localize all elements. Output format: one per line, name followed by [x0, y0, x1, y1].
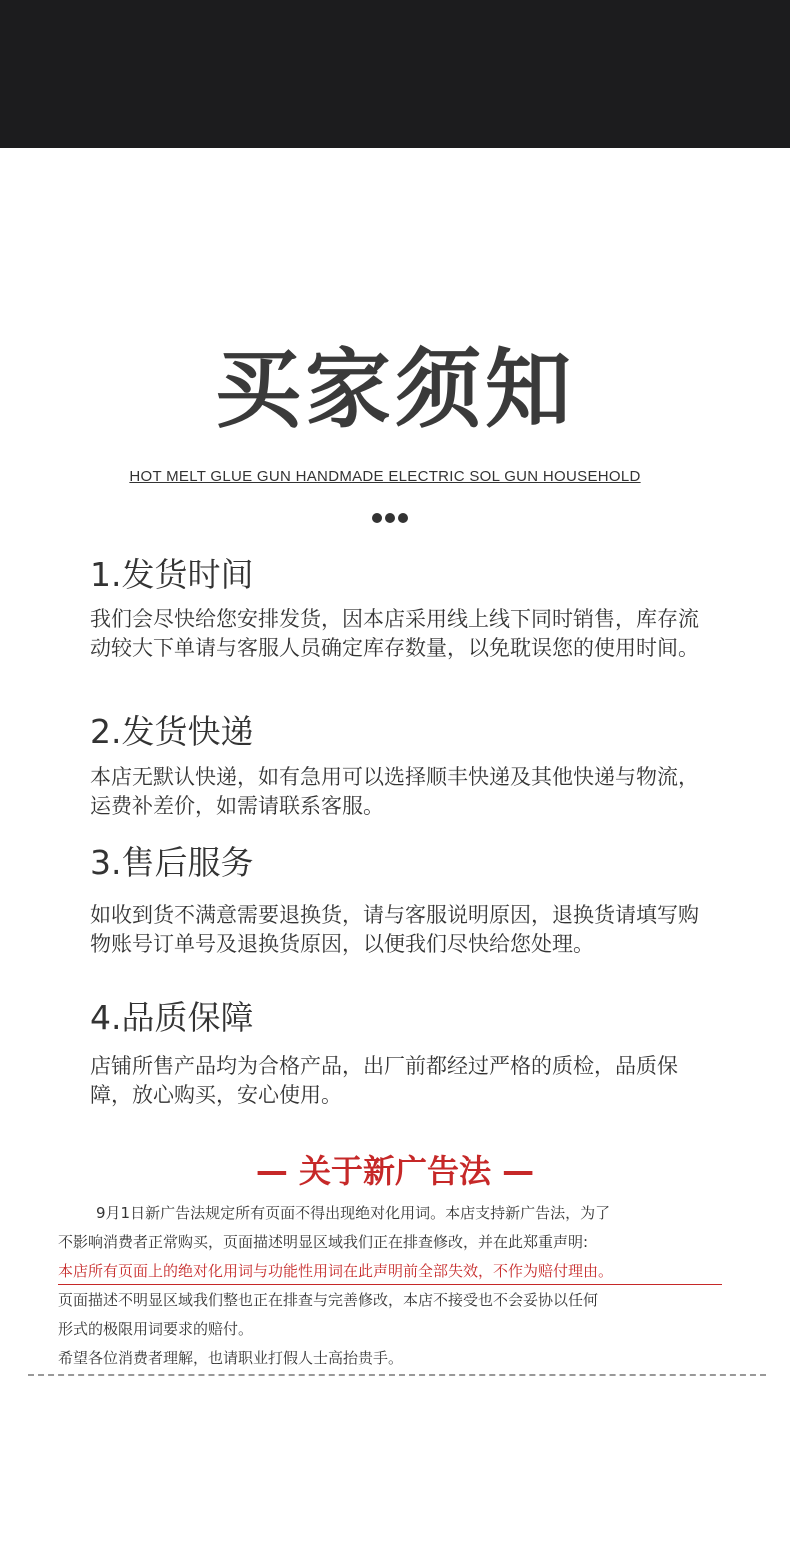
dot-icon: [398, 513, 408, 523]
section-after-sales: [90, 843, 715, 959]
page-title: 买家须知: [215, 340, 575, 440]
section-quality: [90, 998, 715, 1110]
section-body: 我们会尽快给您安排发货，因本店采用线上线下同时销售，库存流动较大下单请与客服人员确定库存数量，以免耽误您的使用时间。: [90, 607, 699, 660]
section-heading: 4.品质保障: [90, 998, 254, 1037]
section-heading: 3.售后服务: [90, 843, 254, 882]
ad-law-line: 9月1日新广告法规定所有页面不得出现绝对化用词。本店支持新广告法，为了: [96, 1204, 611, 1222]
section-courier: [90, 712, 715, 821]
section-heading: 1.发货时间: [90, 555, 254, 594]
ad-law-line: 不影响消费者正常购买，页面描述明显区域我们正在排查修改，并在此郑重声明:: [58, 1233, 589, 1251]
section-body: 本店无默认快递，如有急用可以选择顺丰快递及其他快递与物流，运费补差价，如需请联系客服。: [90, 765, 699, 818]
ad-law-line: 页面描述不明显区域我们整也正在排查与完善修改，本店不接受也不会妥协以任何: [58, 1291, 599, 1309]
decorative-dots: [372, 513, 408, 523]
section-body: 店铺所售产品均为合格产品，出厂前都经过严格的质检，品质保障，放心购买，安心使用。: [90, 1054, 678, 1107]
ad-law-line: 希望各位消费者理解，也请职业打假人士高抬贵手。: [58, 1349, 404, 1367]
dot-icon: [385, 513, 395, 523]
section-body: 如收到货不满意需要退换货，请与客服说明原因，退换货请填写购物账号订单号及退换货原因，以便我们尽快给您处理。: [90, 903, 699, 956]
dot-icon: [372, 513, 382, 523]
section-heading: 2.发货快递: [90, 712, 254, 751]
top-dark-banner: [0, 0, 790, 148]
section-shipping-time: [90, 555, 715, 663]
dashed-divider: [28, 1374, 766, 1376]
ad-law-highlight-line: 本店所有页面上的绝对化用词与功能性用词在此声明前全部失效，不作为赔付理由。: [58, 1261, 722, 1285]
ad-law-line: 形式的极限用词要求的赔付。: [58, 1320, 254, 1338]
ad-law-title: — 关于新广告法 —: [255, 1152, 535, 1190]
page-subtitle: HOT MELT GLUE GUN HANDMADE ELECTRIC SOL GUN HOUSEHOLD: [129, 468, 641, 485]
